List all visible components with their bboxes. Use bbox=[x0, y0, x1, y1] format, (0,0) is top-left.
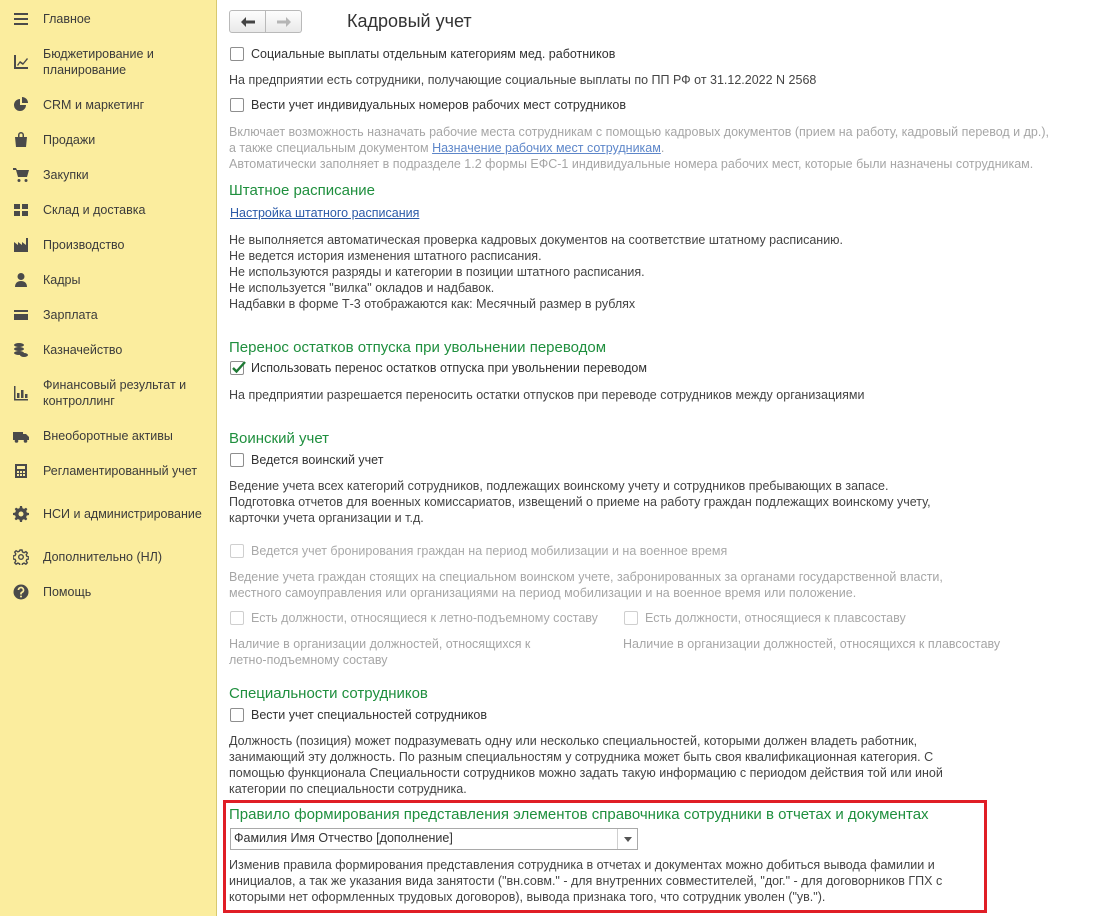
sidebar-item-label: НСИ и администрирование bbox=[43, 507, 202, 521]
sidebar-item-sales[interactable] bbox=[0, 131, 216, 149]
sidebar-item-label: Казначейство bbox=[43, 343, 123, 357]
sidebar-item-label: Помощь bbox=[43, 585, 92, 599]
bar-chart-icon bbox=[12, 384, 30, 402]
reservation-checkbox[interactable] bbox=[230, 544, 244, 558]
military-label[interactable]: Ведется воинский учет bbox=[251, 453, 384, 467]
sidebar-item-treasury[interactable] bbox=[0, 341, 216, 359]
vacation-transfer-label[interactable]: Использовать перенос остатков отпуска при увольнении переводом bbox=[251, 361, 647, 375]
workplaces-checkbox[interactable] bbox=[230, 98, 244, 112]
sidebar-item-label: Кадры bbox=[43, 273, 81, 287]
sidebar-item-label: CRM и маркетинг bbox=[43, 98, 145, 112]
sidebar-item-hr[interactable] bbox=[0, 271, 216, 289]
sidebar-item-production[interactable] bbox=[0, 236, 216, 254]
page-title: Кадровый учет bbox=[347, 11, 472, 31]
arrow-right-icon bbox=[277, 17, 291, 27]
flight-crew-label[interactable]: Есть должности, относящиеся к летно-подъемному составу bbox=[251, 611, 598, 625]
reservation-hint-line: местного самоуправления или организациями на период мобилизации и на военное время или положение. bbox=[229, 586, 857, 600]
social-payments-label[interactable]: Социальные выплаты отдельным категориям мед. работников bbox=[251, 47, 616, 61]
sidebar-item-label: Бюджетирование и планирование bbox=[43, 47, 154, 77]
staffing-section-title: Штатное расписание bbox=[229, 182, 376, 199]
workplaces-hint-line1: Включает возможность назначать рабочие места сотрудникам с помощью кадровых документов (прием на работу, кадровый перевод и др.), bbox=[229, 125, 1049, 139]
gear-outline-icon bbox=[12, 548, 30, 566]
representation-section-title: Правило формирования представления элементов справочника сотрудники в отчетах и документах bbox=[229, 806, 929, 823]
social-payments-checkbox[interactable] bbox=[230, 47, 244, 61]
military-note-line: Подготовка отчетов для военных комиссариатов, извещений о приеме на работу граждан подлежащих воинскому учету, bbox=[229, 495, 931, 509]
person-icon bbox=[12, 271, 30, 289]
sidebar-item-label: Дополнительно (НЛ) bbox=[43, 550, 162, 564]
staffing-line: Не выполняется автоматическая проверка кадровых документов на соответствие штатному расписанию. bbox=[229, 233, 844, 247]
sidebar-item-regulated-accounting[interactable] bbox=[0, 462, 216, 480]
sidebar-item-crm[interactable] bbox=[0, 96, 216, 114]
warehouse-grid-icon bbox=[12, 201, 30, 219]
specialties-note-line: занимающий эту должность. По разным специальностям у сотрудника может быть своя квалификационная категория. С bbox=[229, 750, 934, 764]
flight-crew-checkbox[interactable] bbox=[230, 611, 244, 625]
truck-icon bbox=[12, 427, 30, 445]
sidebar bbox=[0, 0, 217, 916]
checkmark-icon bbox=[231, 359, 247, 375]
reservation-hint-line: Ведение учета граждан стоящих на специальном воинском учете, забронированных за органами государственной власти, bbox=[229, 570, 943, 584]
specialties-label[interactable]: Вести учет специальностей сотрудников bbox=[251, 708, 488, 722]
help-icon bbox=[12, 583, 30, 601]
pie-chart-icon bbox=[12, 96, 30, 114]
workplaces-label[interactable]: Вести учет индивидуальных номеров рабочих мест сотрудников bbox=[251, 98, 626, 112]
workplaces-assignment-link[interactable]: Назначение рабочих мест сотрудникам bbox=[432, 141, 661, 155]
dropdown-button[interactable] bbox=[617, 829, 637, 849]
sea-crew-hint: Наличие в организации должностей, относящихся к плавсоставу bbox=[623, 637, 1001, 651]
shopping-bag-icon bbox=[12, 131, 30, 149]
wallet-card-icon bbox=[12, 306, 30, 324]
gear-icon bbox=[12, 505, 30, 523]
specialties-note-line: Должность (позиция) может подразумевать одну или несколько специальностей, которыми должен владеть работник, bbox=[229, 734, 918, 748]
specialties-note-line: помощью функционала Специальности сотрудников можно задать такую информацию с периодом действия той или иной bbox=[229, 766, 943, 780]
sea-crew-checkbox[interactable] bbox=[624, 611, 638, 625]
flight-crew-hint-line: летно-подъемному составу bbox=[229, 653, 388, 667]
specialties-section-title: Специальности сотрудников bbox=[229, 685, 428, 702]
sidebar-item-label: Закупки bbox=[43, 168, 89, 182]
military-section-title: Воинский учет bbox=[229, 430, 330, 447]
representation-rule-value: Фамилия Имя Отчество [дополнение] bbox=[234, 831, 453, 845]
military-note-line: Ведение учета всех категорий сотрудников, подлежащих воинскому учету и сотрудников пребывающих в запасе. bbox=[229, 479, 889, 493]
reservation-label[interactable]: Ведется учет бронирования граждан на период мобилизации и на военное время bbox=[251, 544, 728, 558]
calculator-icon bbox=[12, 462, 30, 480]
staffing-settings-link[interactable]: Настройка штатного расписания bbox=[230, 206, 420, 220]
staffing-line: Не используется "вилка" окладов и надбавок. bbox=[229, 281, 495, 295]
vacation-section-title: Перенос остатков отпуска при увольнении переводом bbox=[229, 339, 607, 356]
staffing-line: Не ведется история изменения штатного расписания. bbox=[229, 249, 542, 263]
social-payments-note: На предприятии есть сотрудники, получающие социальные выплаты по ПП РФ от 31.12.2022 N 2568 bbox=[229, 73, 817, 87]
staffing-line: Надбавки в форме Т-3 отображаются как: Месячный размер в рублях bbox=[229, 297, 636, 311]
sea-crew-label[interactable]: Есть должности, относящиеся к плавсоставу bbox=[645, 611, 906, 625]
sidebar-item-salary[interactable] bbox=[0, 306, 216, 324]
representation-rule-select[interactable] bbox=[230, 828, 638, 850]
arrow-left-icon bbox=[241, 17, 255, 27]
workplaces-hint-suffix: . bbox=[660, 141, 665, 155]
sidebar-item-label: Продажи bbox=[43, 133, 96, 147]
sidebar-item-financial-result[interactable] bbox=[0, 377, 216, 409]
workplaces-hint-prefix: а также специальным документом bbox=[229, 141, 433, 155]
sidebar-item-main[interactable] bbox=[0, 10, 216, 28]
sidebar-item-label: Главное bbox=[43, 12, 91, 26]
specialties-note-line: категории по специальности сотрудника. bbox=[229, 782, 467, 796]
sidebar-item-label: Регламентированный учет bbox=[43, 464, 198, 478]
forward-button[interactable] bbox=[266, 10, 302, 33]
main-panel bbox=[218, 0, 1105, 916]
workplaces-hint-line2 bbox=[229, 140, 664, 156]
representation-note-line: которыми нет оформленных трудовых договоров), вывода признака того, что сотрудник уволен ("ув."). bbox=[229, 890, 826, 904]
military-note-line: карточки учета организации и т.д. bbox=[229, 511, 424, 525]
sidebar-item-label: Зарплата bbox=[43, 308, 98, 322]
chevron-down-icon bbox=[624, 837, 632, 842]
factory-icon bbox=[12, 236, 30, 254]
flight-crew-hint-line: Наличие в организации должностей, относящихся к bbox=[229, 637, 531, 651]
sidebar-item-purchases[interactable] bbox=[0, 166, 216, 184]
sidebar-item-budgeting[interactable] bbox=[0, 46, 216, 78]
sidebar-item-label: Внеоборотные активы bbox=[43, 429, 173, 443]
sidebar-item-admin[interactable] bbox=[0, 498, 216, 530]
cart-icon bbox=[12, 166, 30, 184]
menu-icon bbox=[12, 10, 30, 28]
sidebar-item-label: Финансовый результат и контроллинг bbox=[43, 378, 187, 408]
sidebar-item-additional[interactable] bbox=[0, 548, 216, 566]
sidebar-item-label: Склад и доставка bbox=[43, 203, 146, 217]
specialties-checkbox[interactable] bbox=[230, 708, 244, 722]
sidebar-item-warehouse[interactable] bbox=[0, 201, 216, 219]
coins-icon bbox=[12, 341, 30, 359]
budget-chart-icon bbox=[12, 53, 30, 71]
military-checkbox[interactable] bbox=[230, 453, 244, 467]
representation-note-line: Изменив правила формирования представления сотрудника в отчетах и документах можно добиться вывода фамилии и bbox=[229, 858, 935, 872]
back-button[interactable] bbox=[229, 10, 266, 33]
workplaces-hint-line3: Автоматически заполняет в подразделе 1.2 формы ЕФС-1 индивидуальные номера рабочих мест, которые были назначены сотрудникам. bbox=[229, 157, 1034, 171]
representation-note-line: инициалов, а так же указания вида занятости ("вн.совм." - для внутренних совместителей, "дог." - для договорников ГПХ с bbox=[229, 874, 943, 888]
sidebar-item-help[interactable] bbox=[0, 583, 216, 601]
vacation-transfer-checkbox[interactable] bbox=[230, 361, 244, 375]
sidebar-item-label: Производство bbox=[43, 238, 125, 252]
sidebar-item-fixed-assets[interactable] bbox=[0, 427, 216, 445]
vacation-transfer-note: На предприятии разрешается переносить остатки отпусков при переводе сотрудников между организациями bbox=[229, 388, 865, 402]
staffing-line: Не используются разряды и категории в позиции штатного расписания. bbox=[229, 265, 645, 279]
